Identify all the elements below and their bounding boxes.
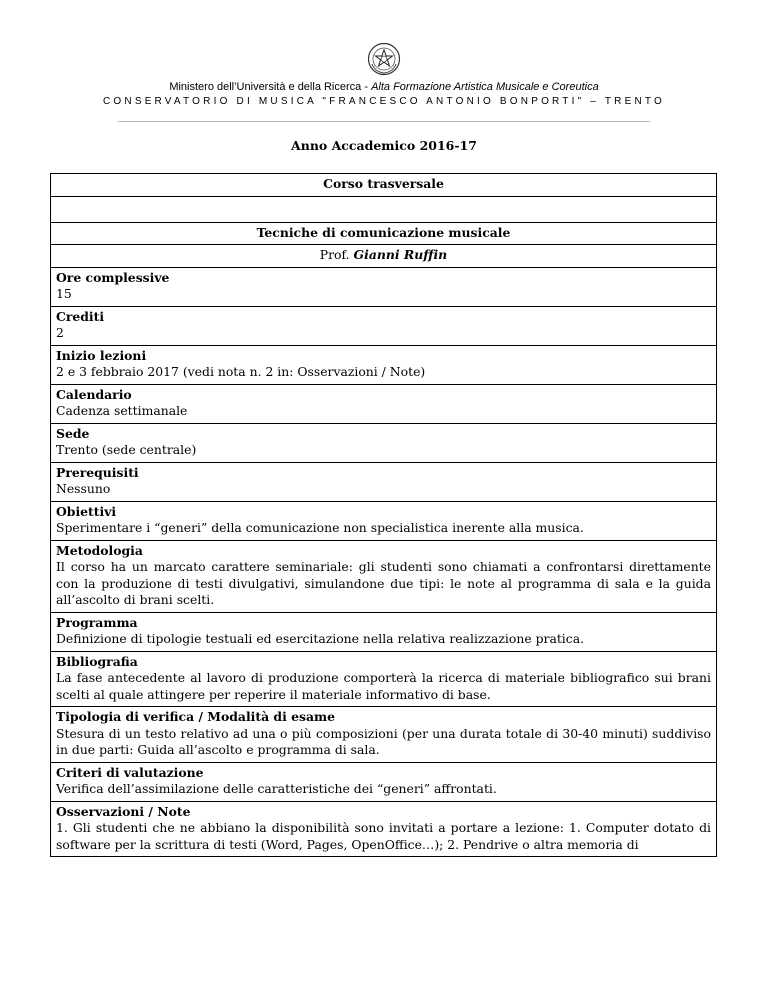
section-bibliografia [51,651,717,707]
section-sede [51,423,717,462]
section-label: Criteri di valutazione [56,764,204,780]
section-verifica [51,707,717,763]
empty-cell [51,196,717,222]
section-ore-complessive [51,267,717,306]
section-label: Calendario [56,386,132,402]
section-prerequisiti [51,462,717,501]
section-value: 2 [56,325,64,340]
section-programma [51,612,717,651]
section-label: Bibliografia [56,653,138,669]
section-value: Sperimentare i “generi” della comunicazione non specialistica inerente alla musica. [56,520,584,535]
section-value: La fase antecedente al lavoro di produzione comporterà la ricerca di materiale bibliografico sui brani scelti al quale attingere per reperire il materiale informativo di base. [56,670,711,702]
institution-name: CONSERVATORIO DI MUSICA "FRANCESCO ANTONIO BONPORTI" – TRENTO [103,96,665,107]
section-label: Obiettivi [56,503,117,519]
section-label: Inizio lezioni [56,347,147,363]
section-calendario [51,384,717,423]
section-osservazioni [51,801,717,857]
italian-republic-emblem-icon [367,42,401,76]
section-value: Definizione di tipologie testuali ed esercitazione nella relativa realizzazione pratica. [56,631,585,646]
section-value: 2 e 3 febbraio 2017 (vedi nota n. 2 in: Osservazioni / Note) [56,364,426,379]
professor-cell [51,245,717,268]
ministry-name: Ministero dell’Università e della Ricerca - [169,81,372,93]
section-label: Crediti [56,308,105,324]
section-value: 15 [56,286,72,301]
course-title-row [51,222,717,245]
section-label: Prerequisiti [56,464,139,480]
section-value: 1. Gli studenti che ne abbiano la disponibilità sono invitati a portare a lezione: 1. Computer dotato di software per la scrittura di testi (Word, Pages, OpenOffice…); 2. Pendrive o altra memoria di [56,820,711,852]
section-criteri [51,762,717,801]
section-label: Programma [56,614,138,630]
professor-prefix: Prof. [319,247,354,262]
section-label: Osservazioni / Note [56,803,191,819]
course-table [50,173,717,857]
header-divider [118,121,650,122]
section-crediti [51,306,717,345]
section-obiettivi [51,501,717,540]
empty-row [51,196,717,222]
section-value: Nessuno [56,481,111,496]
course-title: Tecniche di comunicazione musicale [51,222,717,245]
ministry-line [0,80,768,94]
section-value: Il corso ha un marcato carattere seminariale: gli studenti sono chiamati a confrontarsi direttamente con la produzione di testi divulgativi, simulandone due tipi: le note al programma di sala e la guida all’ascolto di brani scelti. [56,559,711,607]
section-label: Sede [56,425,90,441]
section-value: Verifica dell’assimilazione delle caratteristiche dei “generi” affrontati. [56,781,497,796]
section-label: Ore complessive [56,269,170,285]
academic-year: Anno Accademico 2016-17 [291,138,477,153]
section-metodologia [51,540,717,612]
section-inizio-lezioni [51,345,717,384]
section-value: Trento (sede centrale) [56,442,197,457]
section-label: Metodologia [56,542,143,558]
section-value: Cadenza settimanale [56,403,188,418]
course-type-row [51,174,717,197]
professor-name: Gianni Ruffin [353,247,448,262]
course-type: Corso trasversale [51,174,717,197]
section-label: Tipologia di verifica / Modalità di esame [56,709,335,724]
afam-subtitle: Alta Formazione Artistica Musicale e Coreutica [371,81,599,93]
section-value: Stesura di un testo relativo ad una o più composizioni (per una durata totale di 30-40 minuti) suddiviso in due parti: Guida all’ascolto e programma di sala. [56,725,711,757]
professor-row [51,245,717,268]
